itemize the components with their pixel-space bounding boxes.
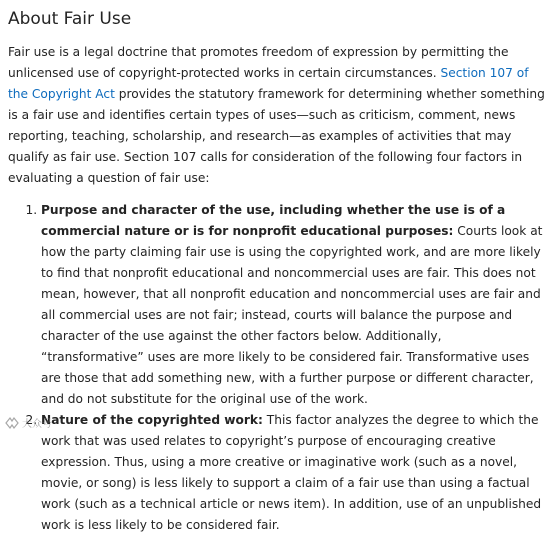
factor-title: Nature of the copyrighted work:	[41, 413, 263, 427]
watermark	[4, 414, 70, 432]
page-title: About Fair Use	[8, 9, 132, 29]
factor-text: This factor analyzes the degree to which the work that was used relates to copyright’s purpose of encouraging creative expression. Thus, using a more creative or imaginative work (such as a novel, movie, or song) is less likely to support a claim of a fair use than using a factual work (such as a technical article or news item). In addition, use of an unpublished work is less likely to be considered fair.	[41, 413, 542, 532]
intro-text-after-link: provides the statutory framework for determining whether something is a fair use and identifies certain types of uses—such as criticism, comment, news reporting, teaching, scholarship, and research—as examples of activities that may qualify as fair use. Section 107 calls for consideration of the following four factors in evaluating a question of fair use:	[8, 87, 545, 185]
intro-text-before-link: Fair use is a legal doctrine that promotes freedom of expression by permitting the unlicensed use of copyright-protected works in certain circumstances.	[8, 45, 509, 80]
watermark-logo-icon	[4, 416, 20, 430]
factor-title: Purpose and character of the use, including whether the use is of a commercial nature or is for nonprofit educational purposes:	[41, 203, 506, 238]
factor-item-nature	[41, 410, 548, 536]
watermark-text: 大众号	[22, 419, 52, 430]
factor-item-purpose	[41, 200, 548, 410]
document-page	[8, 0, 548, 536]
section-107-link[interactable]: Section 107 of the Copyright Act	[8, 66, 529, 101]
watermark-text-mark	[22, 416, 68, 430]
intro-paragraph	[8, 42, 548, 189]
factor-text: Courts look at how the party claiming fair use is using the copyrighted work, and are more likely to find that nonprofit educational and noncommercial uses are fair. This does not mean, however, that all nonprofit education and noncommercial uses are fair and all commercial uses are not fair; instead, courts will balance the purpose and character of the use against the other factors below. Additionally, “transformative” uses are more likely to be considered fair. Transformative uses are those that add something new, with a further purpose or different character, and do not substitute for the original use of the work.	[41, 224, 543, 406]
fair-use-factors-list	[8, 200, 548, 536]
